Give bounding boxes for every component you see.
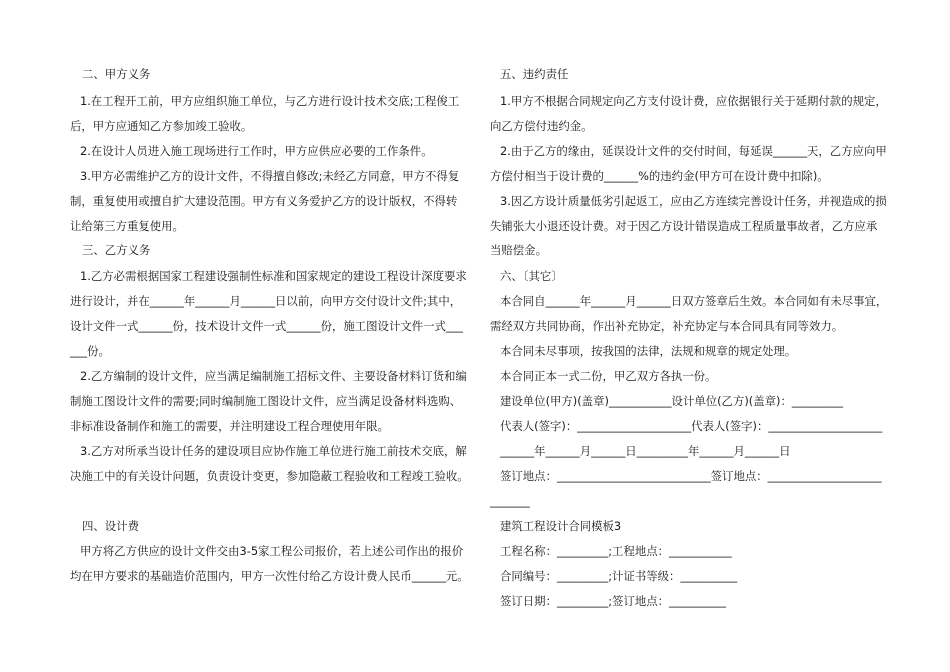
- left-line-5: 制，重复使用或擅自扩大建设范围。甲方有义务爱护乙方的设计版权，不得转: [70, 194, 458, 208]
- left-line-6: 让给第三方重复使用。: [70, 219, 184, 233]
- right-line-15: ______年______月______日_________年______月______日: [500, 444, 791, 458]
- right-line-12: 本合同正本一式二份，甲乙双方各执一份。: [500, 369, 717, 383]
- right-line-2: 向乙方偿付违约金。: [490, 119, 593, 133]
- left-line-0: 二、甲方义务: [82, 67, 151, 81]
- right-line-14: 代表人(签字)：____________________代表人(签字)：____________________: [500, 419, 883, 433]
- left-line-9: 进行设计，并在______年______月______日以前，向甲方交付设计文件;其中，: [70, 294, 462, 308]
- right-line-11: 本合同未尽事项，按我国的法律，法规和规章的规定处理。: [500, 344, 797, 358]
- left-line-14: 非标准设备制作和施工的需要，并注明建设工程合理使用年限。: [70, 419, 389, 433]
- left-line-4: 3.甲方必需维护乙方的设计文件，不得擅自修改;未经乙方同意，甲方不得复: [80, 169, 460, 183]
- right-line-20: 合同编号：_________;计证书等级：__________: [500, 569, 738, 583]
- left-line-10: 设计文件一式______份，技术设计文件一式______份，施工图设计文件一式___: [70, 319, 463, 333]
- left-line-17: 四、设计费: [82, 519, 139, 533]
- right-line-4: 方偿付相当于设计费的______%的违约金(甲方可在设计费中扣除)。: [490, 169, 829, 183]
- left-line-11: ___份。: [70, 344, 110, 358]
- left-line-13: 制施工图设计文件的需要;同时编制施工图设计文件，应当满足设备材料选购、: [70, 394, 462, 408]
- left-line-19: 均在甲方要求的基础造价范围内，甲方一次性付给乙方设计费人民币______元。: [70, 569, 469, 583]
- right-line-0: 五、违约责任: [500, 67, 569, 81]
- left-line-2: 后，甲方应通知乙方参加竣工验收。: [70, 119, 253, 133]
- right-line-21: 签订日期：_________;签订地点：__________: [500, 594, 726, 608]
- right-line-10: 需经双方共同协商，作出补充协定，补充协定与本合同具有同等效力。: [490, 319, 844, 333]
- right-line-9: 本合同自______年______月______日双方签章后生效。本合同如有未尽事宜，: [500, 294, 888, 308]
- right-line-3: 2.由于乙方的缘由，延误设计文件的交付时间，每延误______天，乙方应向甲: [500, 144, 887, 158]
- left-line-16: 决施工中的有关设计问题，负责设计变更，参加隐蔽工程验收和工程竣工验收。: [70, 469, 469, 483]
- right-line-16: 签订地点：___________________________签订地点：____________________: [500, 469, 882, 483]
- left-line-7: 三、乙方义务: [82, 243, 151, 257]
- right-line-13: 建设单位(甲方)(盖章)___________设计单位(乙方)(盖章)：_________: [500, 394, 844, 408]
- left-line-12: 2.乙方编制的设计文件，应当满足编制施工招标文件、主要设备材料订货和编: [80, 369, 467, 383]
- left-line-8: 1.乙方必需根据国家工程建设强制性标准和国家规定的建设工程设计深度要求: [80, 269, 467, 283]
- right-line-5: 3.因乙方设计质量低劣引起返工，应由乙方连续完善设计任务，并视造成的损: [500, 194, 887, 208]
- right-line-6: 失铺张大小退还设计费。对于因乙方设计错误造成工程质量事故者，乙方应承: [490, 219, 878, 233]
- left-line-1: 1.在工程开工前，甲方应组织施工单位，与乙方进行设计技术交底;工程俊工: [80, 94, 460, 108]
- right-line-19: 工程名称：_________;工程地点：___________: [500, 544, 732, 558]
- left-line-18: 甲方将乙方供应的设计文件交由3-5家工程公司报价，若上述公司作出的报价: [80, 544, 464, 558]
- right-line-18: 建筑工程设计合同模板3: [500, 519, 622, 533]
- right-line-17: _______: [490, 494, 530, 508]
- right-line-1: 1.甲方不根据合同规定向乙方支付设计费，应依据银行关于延期付款的规定，: [500, 94, 887, 108]
- left-line-15: 3.乙方对所承当设计任务的建设项目应协作施工单位进行施工前技术交底，解: [80, 444, 467, 458]
- right-line-8: 六、〔其它〕: [500, 269, 563, 283]
- left-line-3: 2.在设计人员进入施工现场进行工作时，甲方应供应必要的工作条件。: [80, 144, 433, 158]
- right-line-7: 当赔偿金。: [490, 243, 547, 257]
